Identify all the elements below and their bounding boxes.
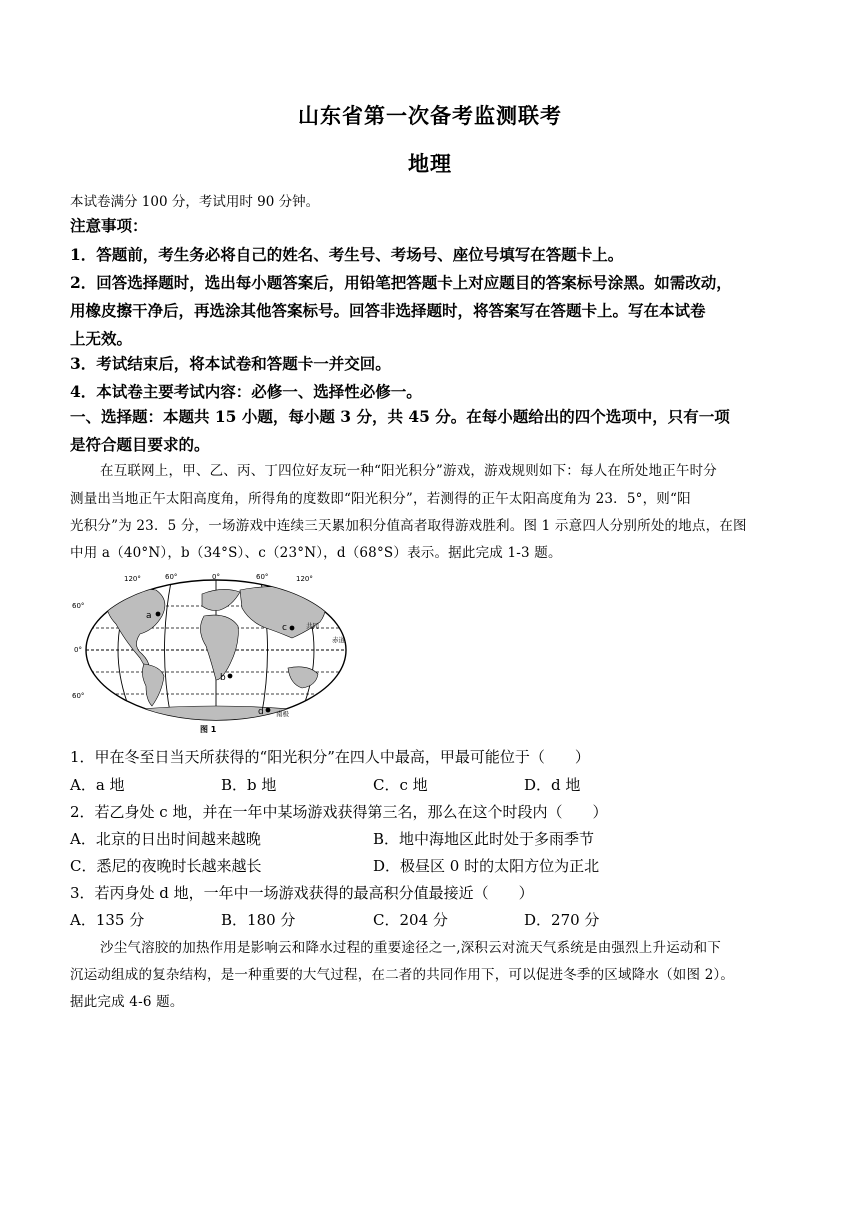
lon-label: 60° xyxy=(256,573,269,581)
q2-option-c: C．悉尼的夜晚时长越来越长 xyxy=(70,857,262,875)
lat-label: 60° xyxy=(72,692,85,700)
antarctica-shape xyxy=(110,706,322,722)
lon-label: 120° xyxy=(296,575,313,583)
notice-item: 3．考试结束后，将本试卷和答题卡一并交回。 xyxy=(70,354,391,373)
material-paragraph-line: 在互联网上，甲、乙、丙、丁四位好友玩一种“阳光积分”游戏，游戏规则如下：每人在所处地正午时分 xyxy=(100,463,718,479)
place-label: 南极 xyxy=(276,710,289,718)
exam-intro: 本试卷满分 100 分，考试用时 90 分钟。 xyxy=(70,194,320,210)
point-c-label: c xyxy=(282,623,287,633)
q1-option-b: B．b 地 xyxy=(221,776,277,794)
q2-option-b: B．地中海地区此时处于多雨季节 xyxy=(373,830,595,848)
material-paragraph-line: 沉运动组成的复杂结构，是一种重要的大气过程，在二者的共同作用下，可以促进冬季的区域降水（如图 2）。 xyxy=(70,967,735,983)
south-america-shape xyxy=(142,664,164,706)
lon-label: 0° xyxy=(212,573,220,581)
q1-option-d: D．d 地 xyxy=(524,776,581,794)
place-label: 共同 xyxy=(306,622,319,630)
q3-option-b: B．180 分 xyxy=(221,911,296,929)
point-a-marker xyxy=(156,612,161,617)
material-paragraph-line: 光积分”为 23．5 分，一场游戏中连续三天累加积分值高者取得游戏胜利。图 1 示意四人分别所处的地点，在图 xyxy=(70,518,747,534)
section-heading: 一、选择题：本题共 15 小题，每小题 3 分，共 45 分。在每小题给出的四个选项中，只有一项 xyxy=(70,407,730,426)
point-c-marker xyxy=(290,626,295,631)
exam-subject: 地理 xyxy=(408,151,452,176)
point-b-marker xyxy=(228,674,233,679)
notice-heading: 注意事项： xyxy=(70,216,148,235)
q3-option-c: C．204 分 xyxy=(373,911,448,929)
question-3-stem: 3．若丙身处 d 地，一年中一场游戏获得的最高积分值最接近（ ） xyxy=(70,884,534,902)
q1-option-a: A．a 地 xyxy=(70,776,125,794)
lon-labels xyxy=(124,573,313,583)
lat-labels xyxy=(72,602,84,700)
notice-item: 用橡皮擦干净后，再选涂其他答案标号。回答非选择题时，将答案写在答题卡上。写在本试卷 xyxy=(70,301,706,320)
question-1-stem: 1．甲在冬至日当天所获得的“阳光积分”在四人中最高，甲最可能位于（ ） xyxy=(70,748,590,766)
notice-item: 上无效。 xyxy=(70,329,133,348)
exam-title: 山东省第一次备考监测联考 xyxy=(298,103,562,128)
q3-option-d: D．270 分 xyxy=(524,911,600,929)
q2-option-d: D．极昼区 0 时的太阳方位为正北 xyxy=(373,857,600,875)
material-paragraph-line: 中用 a（40°N），b（34°S）、c（23°N），d（68°S）表示。据此完成 1-3 题。 xyxy=(70,545,562,561)
figure-caption: 图 1 xyxy=(200,725,217,734)
material-paragraph-line: 测量出当地正午太阳高度角，所得角的度数即“阳光积分”，若测得的正午太阳高度角为 23．5°，则“阳 xyxy=(70,491,691,507)
notice-item: 1．答题前，考生务必将自己的姓名、考生号、考场号、座位号填写在答题卡上。 xyxy=(70,245,624,264)
lon-label: 60° xyxy=(165,573,178,581)
americas-north-shape xyxy=(106,589,165,672)
place-label: 赤道 xyxy=(332,636,345,644)
world-map-figure xyxy=(70,572,362,734)
africa-shape xyxy=(200,615,238,680)
notice-item: 4．本试卷主要考试内容：必修一、选择性必修一。 xyxy=(70,382,422,401)
point-b-label: b xyxy=(220,673,226,683)
point-a-label: a xyxy=(146,611,152,621)
australia-shape xyxy=(288,667,318,688)
material-paragraph-line: 据此完成 4-6 题。 xyxy=(70,994,184,1010)
q3-option-a: A．135 分 xyxy=(70,911,145,929)
lon-label: 120° xyxy=(124,575,141,583)
point-d-label: d xyxy=(258,707,264,717)
q1-option-c: C．c 地 xyxy=(373,776,428,794)
lat-label: 60° xyxy=(72,602,85,610)
notice-item: 2．回答选择题时，选出每小题答案后，用铅笔把答题卡上对应题目的答案标号涂黑。如需改动， xyxy=(70,273,732,292)
europe-shape xyxy=(202,589,240,610)
lat-label: 0° xyxy=(74,646,82,654)
section-heading-cont: 是符合题目要求的。 xyxy=(70,435,210,454)
question-2-stem: 2．若乙身处 c 地，并在一年中某场游戏获得第三名，那么在这个时段内（ ） xyxy=(70,803,608,821)
q2-option-a: A．北京的日出时间越来越晚 xyxy=(70,830,261,848)
material-paragraph-line: 沙尘气溶胶的加热作用是影响云和降水过程的重要途径之一,深积云对流天气系统是由强烈上升运动和下 xyxy=(100,940,721,956)
point-d-marker xyxy=(266,708,271,713)
